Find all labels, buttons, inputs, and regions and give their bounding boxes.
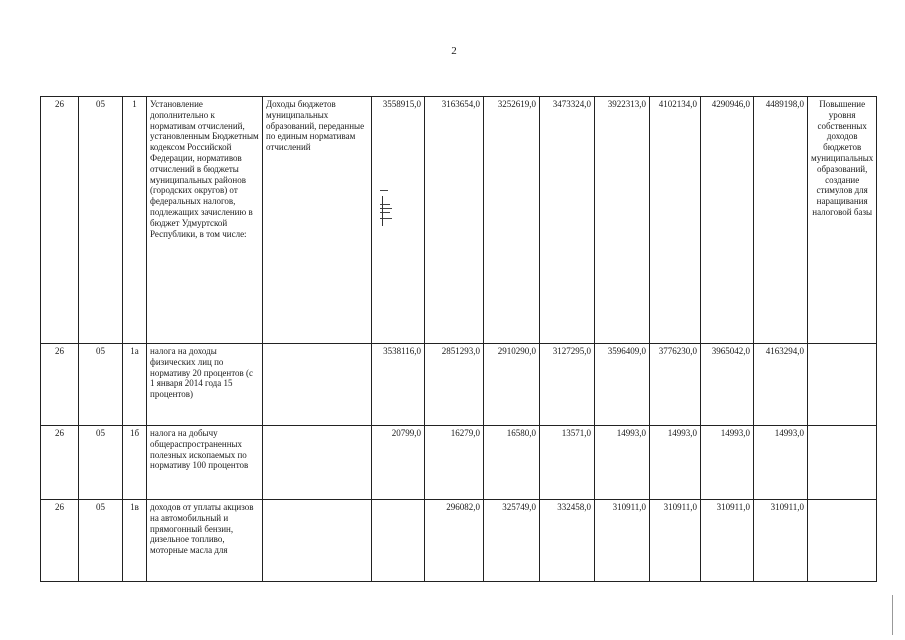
goal-description <box>808 426 877 500</box>
value-col-2: 3163654,0 <box>425 97 484 344</box>
code-subsection: 05 <box>79 500 123 582</box>
value-text: 3558915,0 <box>382 99 421 109</box>
value-col-3: 3252619,0 <box>484 97 540 344</box>
value-col-7: 310911,0 <box>701 500 754 582</box>
measure-name: Установление дополнительно к нормативам отчислений, установленным Бюджетным кодексом Российской Федерации, нормативов отчислений в бюджеты муниципальных районов (городских округов) от федеральных налогов, подлежащих зачислению в бюджет Удмуртской Республики, в том числе: <box>147 97 263 344</box>
value-col-8: 14993,0 <box>754 426 808 500</box>
table-row <box>41 97 877 344</box>
code-section: 26 <box>41 97 79 344</box>
revenue-source <box>263 500 372 582</box>
value-col-6: 14993,0 <box>650 426 701 500</box>
value-col-1: 3538116,0 <box>372 344 425 426</box>
value-col-4: 3127295,0 <box>540 344 595 426</box>
value-col-7: 3965042,0 <box>701 344 754 426</box>
value-col-5: 3596409,0 <box>595 344 650 426</box>
value-col-3: 325749,0 <box>484 500 540 582</box>
measure-name: налога на доходы физических лиц по нормативу 20 процентов (с 1 января 2014 года 15 процентов) <box>147 344 263 426</box>
item-number: 1 <box>123 97 147 344</box>
value-col-6: 310911,0 <box>650 500 701 582</box>
revenue-source <box>263 344 372 426</box>
code-subsection: 05 <box>79 344 123 426</box>
value-col-5: 310911,0 <box>595 500 650 582</box>
value-col-8: 4163294,0 <box>754 344 808 426</box>
value-col-1 <box>372 97 425 344</box>
value-col-6: 4102134,0 <box>650 97 701 344</box>
value-col-8: 310911,0 <box>754 500 808 582</box>
value-col-2: 296082,0 <box>425 500 484 582</box>
budget-table <box>40 96 877 582</box>
value-col-7: 4290946,0 <box>701 97 754 344</box>
code-subsection: 05 <box>79 426 123 500</box>
value-col-8: 4489198,0 <box>754 97 808 344</box>
value-col-2: 2851293,0 <box>425 344 484 426</box>
value-col-3: 2910290,0 <box>484 344 540 426</box>
item-number: 1а <box>123 344 147 426</box>
page-number: 2 <box>451 45 457 57</box>
code-section: 26 <box>41 426 79 500</box>
code-subsection: 05 <box>79 97 123 344</box>
goal-description <box>808 500 877 582</box>
item-number: 1в <box>123 500 147 582</box>
scan-mark-icon <box>380 190 398 228</box>
value-col-2: 16279,0 <box>425 426 484 500</box>
table-row <box>41 500 877 582</box>
value-col-5: 3922313,0 <box>595 97 650 344</box>
revenue-source <box>263 426 372 500</box>
value-col-5: 14993,0 <box>595 426 650 500</box>
value-col-1: 20799,0 <box>372 426 425 500</box>
value-col-6: 3776230,0 <box>650 344 701 426</box>
measure-name: доходов от уплаты акцизов на автомобильный и прямогонный бензин, дизельное топливо, моторные масла для <box>147 500 263 582</box>
scan-edge-line <box>892 595 893 635</box>
revenue-source: Доходы бюджетов муниципальных образований, переданные по единым нормативам отчислений <box>263 97 372 344</box>
value-col-3: 16580,0 <box>484 426 540 500</box>
measure-name: налога на добычу общераспространенных полезных ископаемых по нормативу 100 процентов <box>147 426 263 500</box>
code-section: 26 <box>41 344 79 426</box>
value-col-4: 332458,0 <box>540 500 595 582</box>
value-col-4: 3473324,0 <box>540 97 595 344</box>
table-row <box>41 426 877 500</box>
item-number: 1б <box>123 426 147 500</box>
value-col-1 <box>372 500 425 582</box>
goal-description: Повышение уровня собственных доходов бюджетов муниципальных образований, создание стимулов для наращивания налоговой базы <box>808 97 877 344</box>
code-section: 26 <box>41 500 79 582</box>
value-col-4: 13571,0 <box>540 426 595 500</box>
value-col-7: 14993,0 <box>701 426 754 500</box>
goal-description <box>808 344 877 426</box>
table-row <box>41 344 877 426</box>
